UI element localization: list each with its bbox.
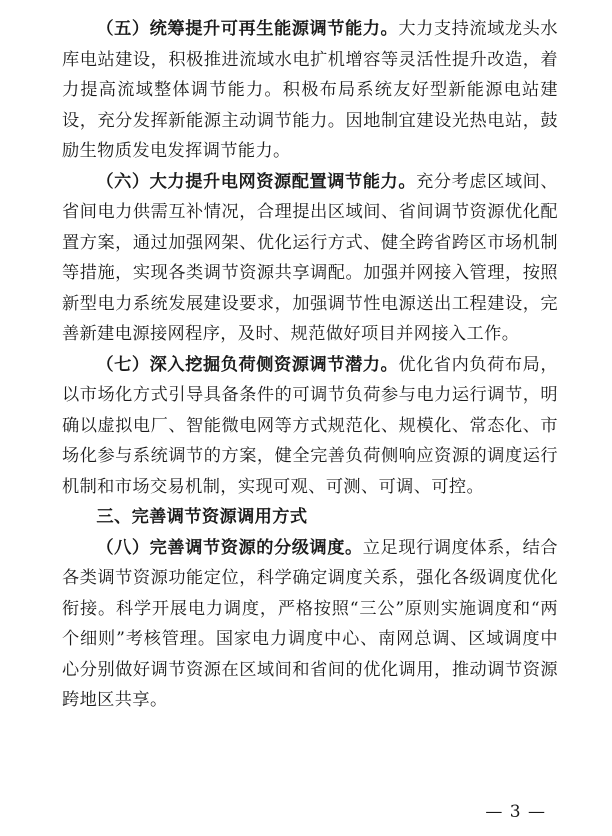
paragraph-7-lead: （七）深入挖掘负荷侧资源调节潜力。 (96, 354, 399, 375)
page-number: — 3 — (485, 802, 546, 822)
paragraph-5 (62, 14, 558, 167)
section-heading: 三、完善调节资源调用方式 (96, 507, 308, 527)
paragraph-6-lead: （六）大力提升电网资源配置调节能力。 (96, 171, 417, 192)
paragraph-5-lead: （五）统筹提升可再生能源调节能力。 (96, 19, 399, 39)
paragraph-7 (62, 350, 558, 503)
document-page (62, 14, 558, 716)
paragraph-8-lead: （八）完善调节资源的分级调度。 (96, 537, 363, 558)
paragraph-7-body: 优化省内负荷布局，以市场化方式引导具备条件的可调节负荷参与电力运行调节，明确以虚拟电厂、智能微电网等方式规范化、规模化、常态化、市场化参与系统调节的方案，健全完善负荷侧响应资源的调度运行机制和市场交易机制，实现可观、可测、可调、可控。 (62, 354, 558, 497)
paragraph-6-body: 充分考虑区域间、省间电力供需互补情况，合理提出区域间、省间调节资源优化配置方案，通过加强网架、优化运行方式、健全跨省跨区市场机制等措施，实现各类调节资源共享调配。加强并网接入管理，按照新型电力系统发展建设要求，加强调节性电源送出工程建设，完善新建电源接网程序，及时、规范做好项目并网接入工作。 (62, 171, 559, 344)
paragraph-5-body: 大力支持流域龙头水库电站建设，积极推进流域水电扩机增容等灵活性提升改造，着力提高流域整体调节能力。积极布局系统友好型新能源电站建设，充分发挥新能源主动调节能力。因地制宜建设光热电站，鼓励生物质发电发挥调节能力。 (62, 19, 558, 161)
paragraph-6 (62, 167, 558, 350)
paragraph-8-body: 立足现行调度体系，结合各类调节资源功能定位，科学确定调度关系，强化各级调度优化衔接。科学开展电力调度，严格按照“三公”原则实施调度和“两个细则”考核管理。国家电力调度中心、南网总调、区域调度中心分别做好调节资源在区域间和省间的优化调用，推动调节资源跨地区共享。 (62, 537, 558, 710)
paragraph-8 (62, 533, 558, 716)
